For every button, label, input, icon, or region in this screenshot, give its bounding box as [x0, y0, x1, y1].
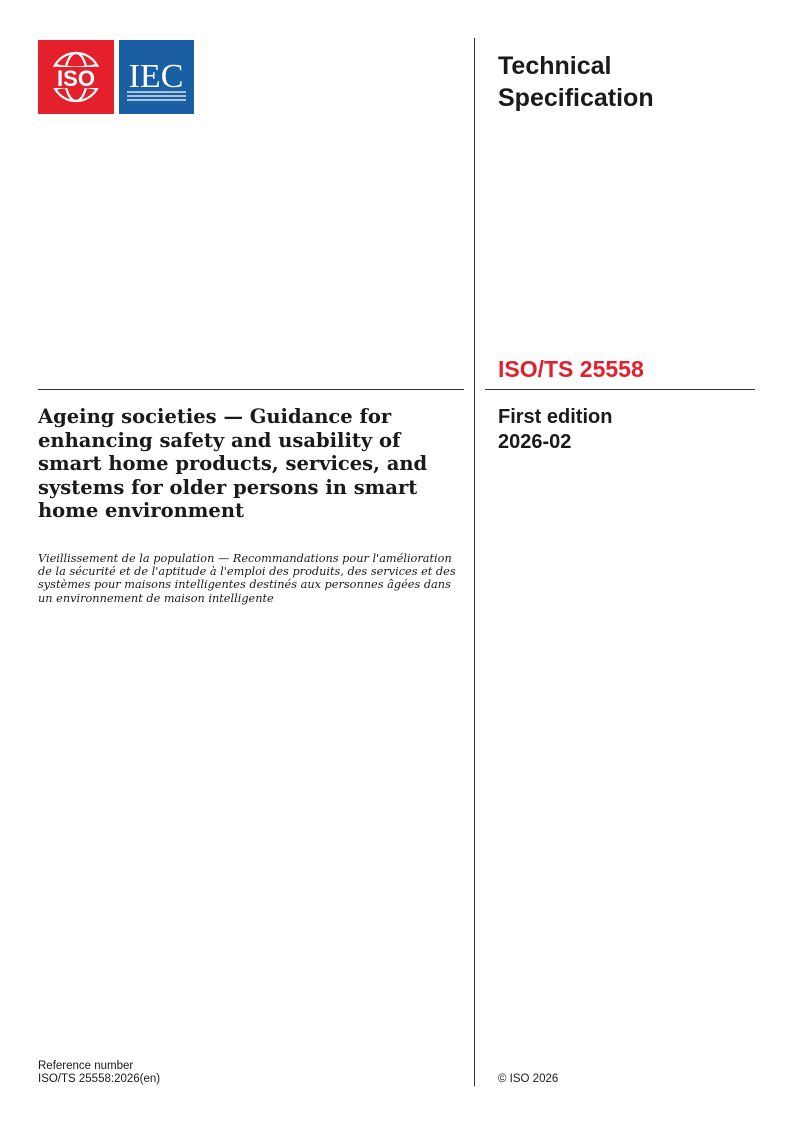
iec-logo [119, 40, 194, 114]
copyright-notice: © ISO 2026 [498, 1073, 559, 1085]
reference-number: ISO/TS 25558:2026(en) [38, 1073, 161, 1085]
edition-date: 2026-02 [498, 431, 572, 453]
french-title: Vieillissement de la population — Recommandations pour l'amélioration de la sécurité et de l'aptitude à l'emploi des produits, des services et des systèmes pour maisons intelligentes destinés aux personnes âgées dans un environnement de maison intelligente [38, 552, 456, 605]
svg-text:ISO: ISO [57, 66, 95, 91]
svg-text:IEC: IEC [128, 58, 184, 95]
reference-number-label: Reference number [38, 1060, 134, 1072]
vertical-divider [474, 38, 475, 1086]
title-rule [38, 389, 464, 390]
doc-number-rule [485, 389, 755, 390]
iso-logo [38, 40, 114, 114]
edition-label: First edition [498, 406, 613, 428]
iso-logo-graphic [38, 40, 114, 114]
document-type: Technical Specification [498, 52, 654, 112]
english-title: Ageing societies — Guidance for enhancing safety and usability of smart home products, services, and systems for older persons in smart home environment [38, 405, 428, 522]
iec-logo-graphic [119, 40, 194, 114]
document-number: ISO/TS 25558 [498, 356, 644, 382]
